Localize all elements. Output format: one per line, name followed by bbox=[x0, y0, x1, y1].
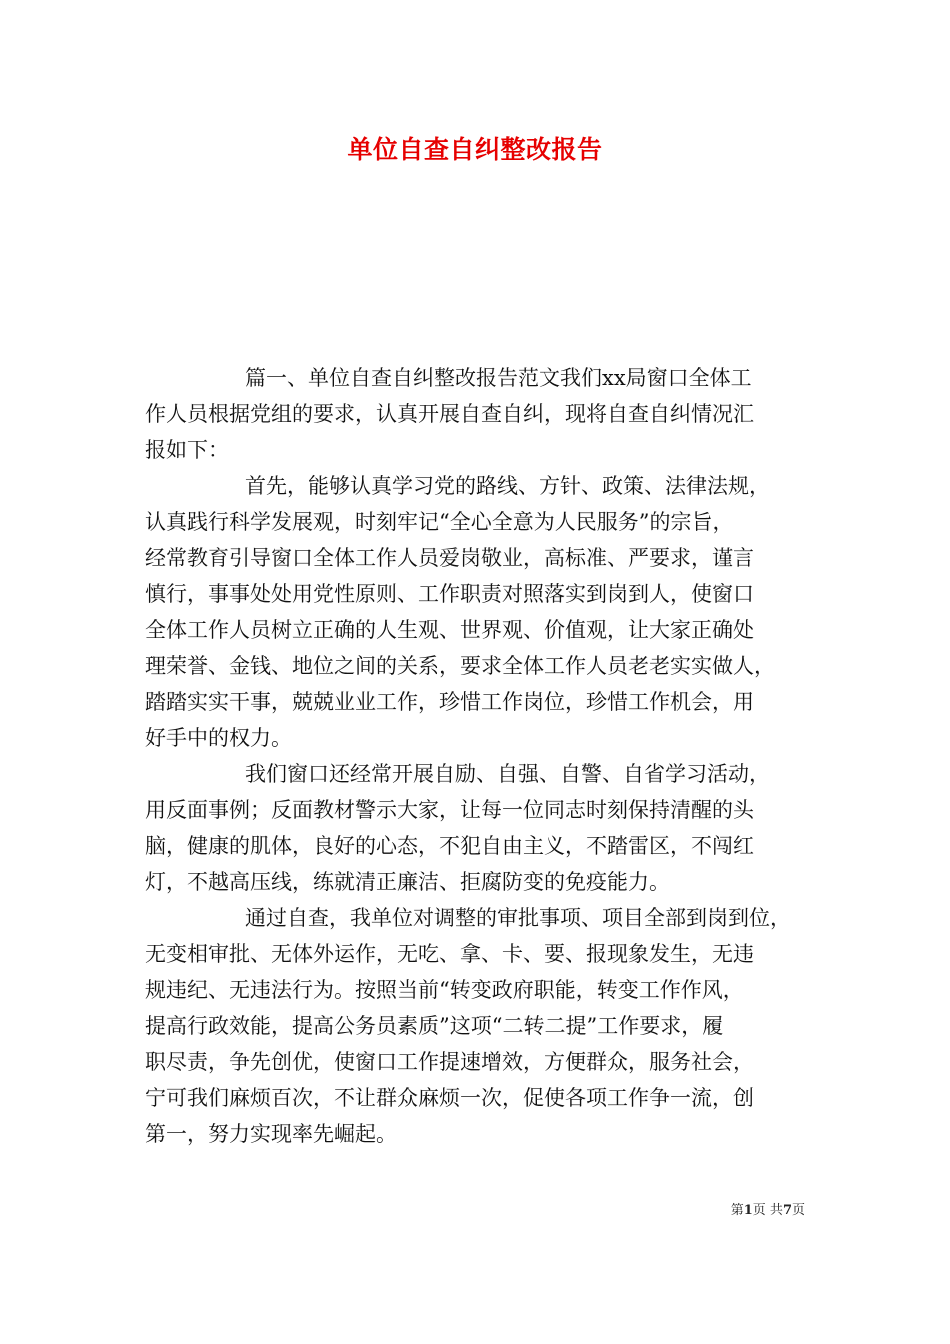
paragraph-line: 我们窗口还经常开展自励、自强、自警、自省学习活动， bbox=[245, 762, 770, 786]
paragraph-line: 无变相审批、无体外运作，无吃、拿、卡、要、报现象发生，无违 bbox=[145, 942, 754, 966]
paragraph-line: 认真践行科学发展观，时刻牢记“全心全意为人民服务”的宗旨， bbox=[145, 510, 734, 534]
paragraph-2 bbox=[145, 468, 825, 756]
paragraph-line: 作人员根据党组的要求，认真开展自查自纠，现将自查自纠情况汇 bbox=[145, 402, 754, 426]
current-page-number: 1 bbox=[743, 1203, 753, 1218]
page-number-footer bbox=[731, 1202, 805, 1220]
paragraph-line: 脑，健康的肌体，良好的心态，不犯自由主义，不踏雷区，不闯红 bbox=[145, 834, 754, 858]
paragraph-line: 踏踏实实干事，兢兢业业工作，珍惜工作岗位，珍惜工作机会，用 bbox=[145, 690, 754, 714]
paragraph-3 bbox=[145, 756, 825, 900]
paragraph-line: 理荣誉、金钱、地位之间的关系，要求全体工作人员老老实实做人， bbox=[145, 654, 775, 678]
paragraph-line: 用反面事例；反面教材警示大家，让每一位同志时刻保持清醒的头 bbox=[145, 798, 754, 822]
paragraph-line: 职尽责，争先创优，使窗口工作提速增效，方便群众，服务社会， bbox=[145, 1050, 754, 1074]
paragraph-line: 规违纪、无违法行为。按照当前“转变政府职能，转变工作作风， bbox=[145, 978, 744, 1002]
paragraph-line: 第一，努力实现率先崛起。 bbox=[145, 1122, 397, 1146]
paragraph-line: 好手中的权力。 bbox=[145, 726, 292, 750]
page-suffix: 页 bbox=[791, 1203, 805, 1218]
paragraph-line: 全体工作人员树立正确的人生观、世界观、价值观，让大家正确处 bbox=[145, 618, 754, 642]
paragraph-line: 报如下： bbox=[145, 438, 229, 462]
document-title: 单位自查自纠整改报告 bbox=[347, 135, 603, 164]
paragraph-line: 慎行，事事处处用党性原则、工作职责对照落实到岗到人，使窗口 bbox=[145, 582, 754, 606]
paragraph-1 bbox=[145, 360, 825, 468]
paragraph-line: 提高行政效能，提高公务员素质”这项“二转二提”工作要求，履 bbox=[145, 1014, 724, 1038]
paragraph-4 bbox=[145, 900, 825, 1152]
paragraph-line: 通过自查，我单位对调整的审批事项、项目全部到岗到位， bbox=[245, 906, 791, 930]
total-page-number: 7 bbox=[782, 1203, 792, 1218]
paragraph-line: 灯，不越高压线，练就清正廉洁、拒腐防变的免疫能力。 bbox=[145, 870, 670, 894]
page-middle: 页 共 bbox=[752, 1203, 783, 1218]
paragraph-line: 篇一、单位自查自纠整改报告范文我们xx局窗口全体工 bbox=[245, 366, 752, 390]
paragraph-line: 首先，能够认真学习党的路线、方针、政策、法律法规， bbox=[245, 474, 770, 498]
paragraph-line: 经常教育引导窗口全体工作人员爱岗敬业，高标准、严要求，谨言 bbox=[145, 546, 754, 570]
page-prefix: 第 bbox=[730, 1203, 744, 1218]
document-body bbox=[145, 360, 825, 1152]
paragraph-line: 宁可我们麻烦百次，不让群众麻烦一次，促使各项工作争一流，创 bbox=[145, 1086, 754, 1110]
